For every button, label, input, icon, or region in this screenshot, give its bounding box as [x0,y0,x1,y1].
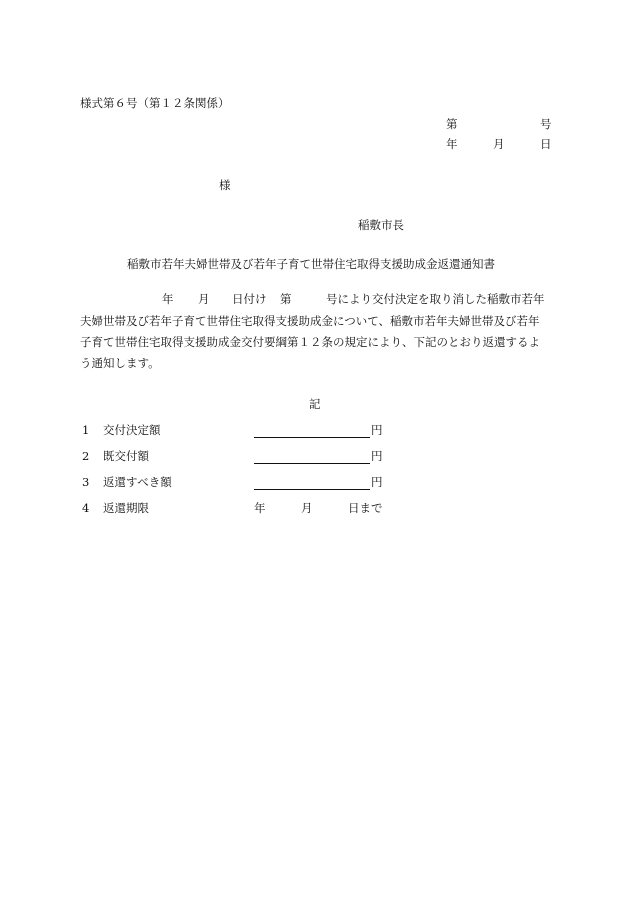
item-4-day-until: 日まで [348,501,383,515]
item-2-label: 既交付額 [103,449,149,463]
item-2-unit: 円 [371,449,383,463]
date-year: 年 [446,137,458,151]
item-3-label: 返還すべき額 [103,475,172,489]
issuer: 稲敷市長 [358,218,404,232]
date-month: 月 [493,137,505,151]
addressee-honorific: 様 [219,178,231,192]
item-1-number: 1 [82,423,90,437]
item-2-number: 2 [82,449,90,463]
body-line-1-rest: 号により交付決定を取り消した稲敷市若年 [326,292,545,306]
body-day-dated: 日付け [232,292,267,306]
doc-number-suffix: 号 [540,117,552,131]
item-1-amount-field[interactable] [254,425,370,438]
body-line-2: 夫婦世帯及び若年子育て世帯住宅取得支援助成金について、稲敷市若年夫婦世帯及び若年 [80,314,540,328]
ki-heading: 記 [309,397,321,411]
body-year: 年 [162,292,174,306]
form-label: 様式第６号（第１２条関係） [80,96,230,110]
item-3-unit: 円 [371,475,383,489]
item-4-month: 月 [301,501,313,515]
doc-number-prefix: 第 [446,117,458,131]
item-3-amount-field[interactable] [254,477,370,490]
item-2-amount-field[interactable] [254,451,370,464]
item-1-label: 交付決定額 [103,423,161,437]
body-line-3: 子育て世帯住宅取得支援助成金交付要綱第１２条の規定により、下記のとおり返還するよ [80,335,540,349]
body-month: 月 [198,292,210,306]
date-day: 日 [540,137,552,151]
item-3-number: 3 [82,475,90,489]
item-4-number: 4 [82,501,90,515]
body-number-prefix: 第 [280,292,292,306]
document-title: 稲敷市若年夫婦世帯及び若年子育て世帯住宅取得支援助成金返還通知書 [127,257,495,271]
item-4-year: 年 [254,501,266,515]
item-1-unit: 円 [371,423,383,437]
item-4-label: 返還期限 [103,501,149,515]
body-line-4: う通知します。 [80,356,160,370]
